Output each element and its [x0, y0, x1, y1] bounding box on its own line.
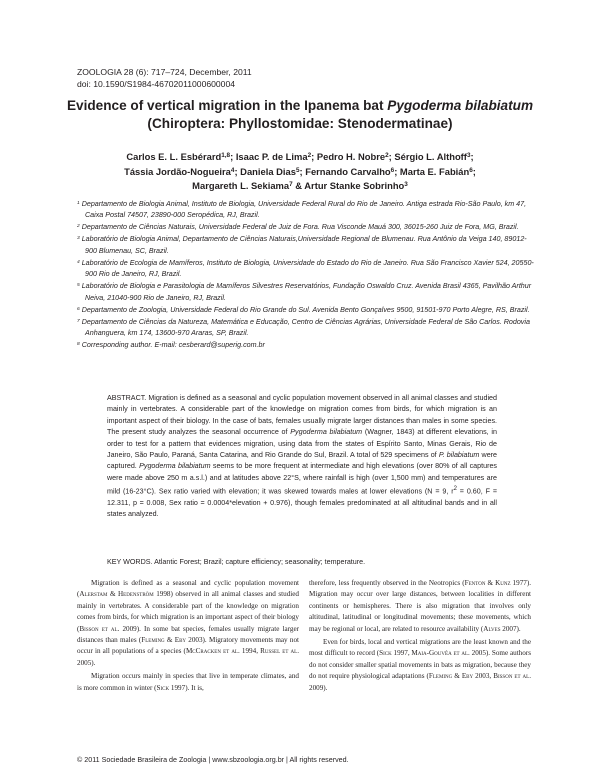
- affiliation: [77, 281, 537, 304]
- author-name: & Artur Stanke Sobrinho: [292, 180, 405, 191]
- affiliation-number: 7: [77, 318, 80, 324]
- species-name: Pygoderma bilabiatum: [139, 462, 211, 471]
- abstract-run: seems to be more frequent at intermediate and high elevations (over 80% of all captures were made above 250 m a.s.l.) and at latitudes above 22°S, where rainfall is high (over 1,500 mm) and temperatures are mild (16-23°C). Sex ratio varied with elevation; it was skewed towards males at lower elevations (N = 9, r: [107, 462, 497, 496]
- affiliation: [77, 305, 537, 316]
- author-affil-mark: 4: [230, 166, 235, 174]
- author-name: ; Pedro H. Nobre: [311, 151, 386, 162]
- title-species: Pygoderma bilabiatum: [387, 98, 534, 113]
- author-name: ; Isaac P. de Lima: [230, 151, 308, 162]
- affiliation-text: Laboratório de Biologia e Parasitologia de Mamíferos Silvestres Reservatórios, Fundação Oswaldo Cruz. Avenida Brasil 4365, Pavilhão Arthur Neiva, 21040-900 Rio de Janeiro, RJ, Brazil.: [81, 282, 532, 302]
- author-name: Margareth L. Sekiama: [192, 180, 290, 191]
- citation: Bisson et al.: [493, 672, 531, 681]
- body-run: 1997). It is,: [169, 683, 204, 692]
- superscript: 2: [453, 486, 457, 493]
- abstract: [107, 393, 497, 521]
- author-name: ; Fernando Carvalho: [299, 165, 391, 177]
- species-name: Pygoderma bilabiatum: [290, 428, 363, 437]
- citation: Sick: [379, 649, 392, 658]
- affiliation-text: Departamento de Zoologia, Universidade Federal do Rio Grande do Sul. Avenida Bento Gonçalves 9500, 91501-970 Porto Alegre, RS, Brazil.: [81, 305, 530, 314]
- author-affil-mark: 6: [469, 166, 473, 174]
- body-run: Migration occurs mainly in species that live in temperate climates, and is more common in winter (: [77, 672, 299, 692]
- title-line-2: (Chiroptera: Phyllostomidae: Stenodermatinae): [147, 116, 453, 131]
- affiliation: [77, 317, 537, 340]
- citation: Fenton & Kunz: [464, 579, 511, 587]
- journal-header: [77, 66, 252, 90]
- affiliation-text: Laboratório de Biologia Animal, Departamento de Ciências Naturais,Universidade Regional de Blumenau. Rua Antônio da Veiga 140, 89012-900 Blumenau, SC, Brazil.: [81, 235, 527, 255]
- affiliation: [77, 222, 537, 233]
- affiliation-number: 8: [77, 341, 80, 347]
- author-name: Tássia Jordão-Nogueira: [124, 165, 231, 177]
- body-column-right: [309, 578, 531, 694]
- affiliation-text: Corresponding author. E-mail: cesberard@superig.com.br: [81, 341, 265, 350]
- body-paragraph: [77, 671, 299, 694]
- doi: doi: 10.1590/S1984-46702011000600004: [77, 79, 236, 89]
- author-separator: ;: [472, 165, 476, 177]
- body-run: 1994,: [239, 647, 261, 656]
- body-run: 2005). Some authors do not consider smaller spatial movements in bats as migration, because they do not require physiological adaptations (: [309, 649, 531, 681]
- affiliation-number: 5: [77, 283, 80, 289]
- affiliation: [77, 199, 537, 222]
- article-body: [77, 578, 531, 694]
- affiliation: [77, 258, 537, 281]
- author-line-3: [60, 179, 540, 194]
- affiliation-number: 3: [77, 236, 80, 242]
- abstract-text: [107, 393, 497, 521]
- article-title: [60, 97, 540, 133]
- body-run: 1977). Migration may occur over large distances, between localities in different continents or hemispheres. There is also migration that involves only altitudinal, latitudinal or longitudinal movements; these movements, which may be regional or local, are related to resource availability (: [309, 579, 531, 633]
- body-run: therefore, less frequently observed in the Neotropics (: [309, 579, 465, 587]
- citation: Russel et al.: [260, 647, 299, 656]
- affiliation-number: 4: [77, 259, 80, 265]
- author-name: ; Sérgio L. Althoff: [388, 151, 467, 162]
- abstract-run: were captured.: [107, 451, 498, 471]
- author-affil-mark: 6: [390, 166, 395, 174]
- author-line-1: [60, 150, 540, 165]
- title-text: Evidence of vertical migration in the Ipanema bat: [66, 98, 388, 113]
- affiliation: [77, 234, 537, 257]
- body-run: 2007).: [500, 624, 521, 633]
- abstract-run: (Wagner, 1843) at different elevations, in order to test for a pattern that evidences migration, using data from the states of Espírito Santo, Minas Gerais, Rio de Janeiro, São Paulo, Paraná, Santa Catarina, and Rio Grande do Sul, Brazil. A total of 529 specimens of: [107, 428, 497, 460]
- affiliations: [77, 199, 537, 352]
- author-affil-mark: 7: [289, 181, 293, 189]
- abstract-run: = 0.60, F = 12.311, p = 0.008, Sex ratio = 0.0004*elevation + 0.976), though females predominated at all altitudinal bands and in all states analyzed.: [107, 487, 497, 519]
- author-separator: ;: [470, 151, 474, 162]
- keywords: [107, 557, 497, 568]
- author-affil-mark: 3: [466, 152, 471, 160]
- citation: McCracken et al.: [185, 647, 240, 656]
- body-run: 1997,: [391, 649, 412, 658]
- affiliation-text: Departamento de Biologia Animal, Instituto de Biologia, Universidade Federal Rural do Rio de Janeiro. Antiga estrada Rio-São Paulo, km 47, Caixa Postal 74507, 23890-000 Seropédica, RJ, Brazil.: [81, 200, 527, 220]
- body-paragraph: [77, 578, 299, 669]
- body-run: 2003). Migratory movements may not occur in all populations of a species (: [77, 636, 299, 656]
- journal-citation: ZOOLOGIA 28 (6): 717–724, December, 2011: [77, 67, 252, 77]
- affiliation-text: Departamento de Ciências da Natureza, Matemática e Educação, Centro de Ciências Agrárias, Universidade Federal de São Carlos. Rodovia Anhanguera, km 174, 13600-970 Araras, SP, Brazil.: [81, 317, 530, 338]
- body-paragraph: [309, 637, 531, 694]
- author-affil-mark: 2: [307, 152, 312, 160]
- body-run: Even for birds, local and vertical migrations are the least known and the most difficult to record (: [309, 638, 531, 658]
- author-affil-mark: 2: [385, 152, 389, 160]
- body-run: 2003,: [473, 672, 494, 681]
- citation: Alves: [483, 624, 501, 633]
- author-name: ; Daniela Dias: [234, 165, 296, 177]
- affiliation-number: 2: [77, 224, 80, 230]
- title-line-1: [60, 97, 540, 115]
- abstract-label: ABSTRACT.: [107, 394, 147, 402]
- author-name: ; Marta E. Fabián: [394, 165, 470, 177]
- body-paragraph: [309, 578, 531, 635]
- affiliation-text: Laboratório de Ecologia de Mamíferos, Instituto de Biologia, Universidade do Estado do Rio de Janeiro. Rua São Francisco Xavier 524, 20550-900 Rio de Janeiro, RJ, Brazil.: [81, 258, 534, 279]
- affiliation: [77, 340, 537, 351]
- copyright-footer: © 2011 Sociedade Brasileira de Zoologia | www.sbzoologia.org.br | All rights reserved.: [77, 756, 349, 764]
- author-line-2: [60, 165, 540, 180]
- author-affil-mark: 1,8: [221, 152, 231, 160]
- citation: Maia-Gouvêa et al.: [411, 649, 470, 658]
- citation: Fleming & Eby: [428, 672, 474, 681]
- abstract-run: Migration is defined as a seasonal and cyclic population movement observed in all animal classes and studied mainly in vertebrates. A considerable part of the knowledge on migration comes from birds, for which migration is an important aspect of their biology. In the case of bats, females usually migrate larger distances than males in some species. The present study analyzes the seasonal occurrence of: [107, 394, 497, 437]
- affiliation-number: 6: [77, 306, 80, 312]
- citation: Alerstam & Hedenström: [79, 590, 154, 599]
- body-run: 2005).: [77, 658, 96, 667]
- keywords-label: KEY WORDS.: [107, 558, 153, 566]
- keywords-text: Atlantic Forest; Brazil; capture efficiency; seasonality; temperature.: [152, 558, 366, 566]
- body-run: 2009). In some bat species, females usually migrate larger distances than males (: [77, 624, 299, 645]
- author-list: [60, 150, 540, 194]
- body-run: 1998) observed in all animal classes and studied mainly in vertebrates. A considerable part of the knowledge on migration comes from birds, for which migration is an important aspect of their biology (: [77, 590, 299, 633]
- species-name: P. bilabiatum: [438, 451, 480, 460]
- affiliation-number: 1: [77, 200, 80, 206]
- author-affil-mark: 5: [295, 166, 300, 174]
- author-name: Carlos E. L. Esbérard: [126, 151, 222, 162]
- body-run: Migration is defined as a seasonal and cyclic population movement (: [77, 579, 299, 599]
- body-run: 2009).: [309, 683, 328, 692]
- citation: Sick: [156, 683, 170, 692]
- body-column-left: [77, 578, 299, 694]
- citation: Bisson et al.: [79, 624, 120, 633]
- citation: Fleming & Eby: [141, 636, 187, 645]
- author-affil-mark: 3: [404, 181, 408, 189]
- affiliation-text: Departamento de Ciências Naturais, Universidade Federal de Juiz de Fora. Rua Visconde Mauá 300, 36015-260 Juiz de Fora, MG, Brazil.: [81, 223, 519, 232]
